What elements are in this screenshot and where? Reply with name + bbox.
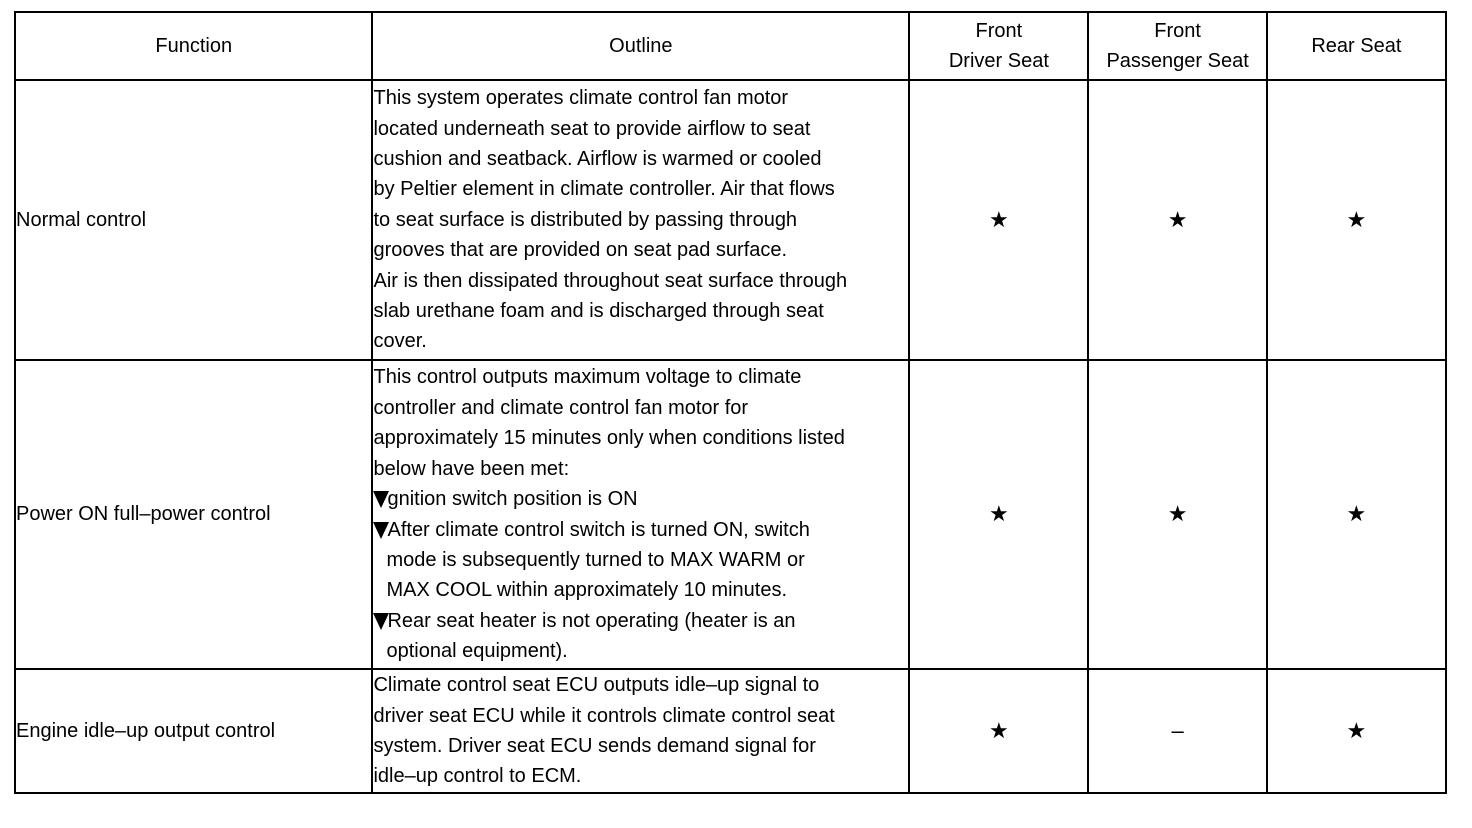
header-function: Function: [15, 12, 372, 80]
outline-line: located underneath seat to provide airflow to seat: [373, 117, 811, 140]
driver-seat-star-icon: ★: [909, 360, 1088, 669]
outline-line: idle–up control to ECM.: [373, 765, 582, 788]
outline-line: Climate control seat ECU outputs idle–up signal to: [373, 674, 820, 697]
rear-seat-star-icon: ★: [1267, 669, 1446, 793]
outline-line: by Peltier element in climate controller. Air that flows: [373, 178, 835, 201]
header-passenger-line1: Front: [1154, 20, 1201, 42]
bullet-text: gnition switch position is ON: [387, 488, 638, 511]
outline-line: system. Driver seat ECU sends demand signal for: [373, 735, 816, 757]
function-table: [14, 11, 1447, 794]
driver-seat-star-icon: ★: [909, 669, 1088, 793]
bullet-item: [373, 606, 908, 636]
outline-line: This system operates climate control fan motor: [373, 87, 789, 110]
function-cell: Normal control: [15, 80, 372, 360]
bullet-text: Rear seat heater is not operating (heater is an: [387, 609, 796, 632]
outline-line: This control outputs maximum voltage to climate: [373, 366, 802, 389]
bullet-continuation: MAX COOL within approximately 10 minutes.: [386, 579, 788, 602]
header-outline: Outline: [372, 12, 909, 80]
table-row-engine-idle-up-output-control: [15, 669, 1446, 793]
outline-cell: [372, 669, 909, 793]
passenger-seat-star-icon: ★: [1088, 360, 1266, 669]
header-front-passenger-seat: [1088, 12, 1266, 80]
table-row-power-on-full-power-control: [15, 360, 1446, 669]
header-rear-seat: Rear Seat: [1267, 12, 1446, 80]
table-row-normal-control: [15, 80, 1446, 360]
rear-seat-star-icon: ★: [1267, 80, 1446, 360]
outline-cell: [372, 80, 909, 360]
outline-line: slab urethane foam and is discharged through seat: [373, 300, 824, 323]
outline-line: Air is then dissipated throughout seat surface through: [373, 269, 848, 292]
function-cell: Engine idle–up output control: [15, 669, 372, 793]
function-cell: Power ON full–power control: [15, 360, 372, 669]
outline-line: approximately 15 minutes only when conditions listed: [373, 427, 845, 450]
outline-line: grooves that are provided on seat pad surface.: [373, 239, 788, 262]
bullet-item: [373, 484, 908, 514]
header-row: [15, 12, 1446, 80]
outline-line: cover.: [373, 330, 427, 353]
bullet-text: After climate control switch is turned ON, switch: [387, 518, 810, 541]
outline-line: controller and climate control fan motor for: [373, 396, 749, 419]
outline-line: to seat surface is distributed by passing through: [373, 208, 798, 231]
rear-seat-star-icon: ★: [1267, 360, 1446, 669]
header-driver-line2: Driver Seat: [948, 50, 1049, 72]
header-front-driver-seat: [909, 12, 1088, 80]
bullet-item: [373, 515, 908, 545]
header-driver-line1: Front: [975, 20, 1023, 42]
outline-line: below have been met:: [373, 457, 570, 480]
bullet-continuation: optional equipment).: [386, 640, 568, 663]
outline-line: driver seat ECU while it controls climate control seat: [373, 704, 835, 727]
passenger-seat-star-icon: ★: [1088, 80, 1266, 360]
header-passenger-line2: Passenger Seat: [1106, 50, 1249, 72]
bullet-continuation: mode is subsequently turned to MAX WARM or: [386, 548, 805, 571]
passenger-seat-dash: –: [1088, 669, 1266, 793]
driver-seat-star-icon: ★: [909, 80, 1088, 360]
outline-line: cushion and seatback. Airflow is warmed or cooled: [373, 147, 822, 170]
outline-cell: [372, 360, 909, 669]
